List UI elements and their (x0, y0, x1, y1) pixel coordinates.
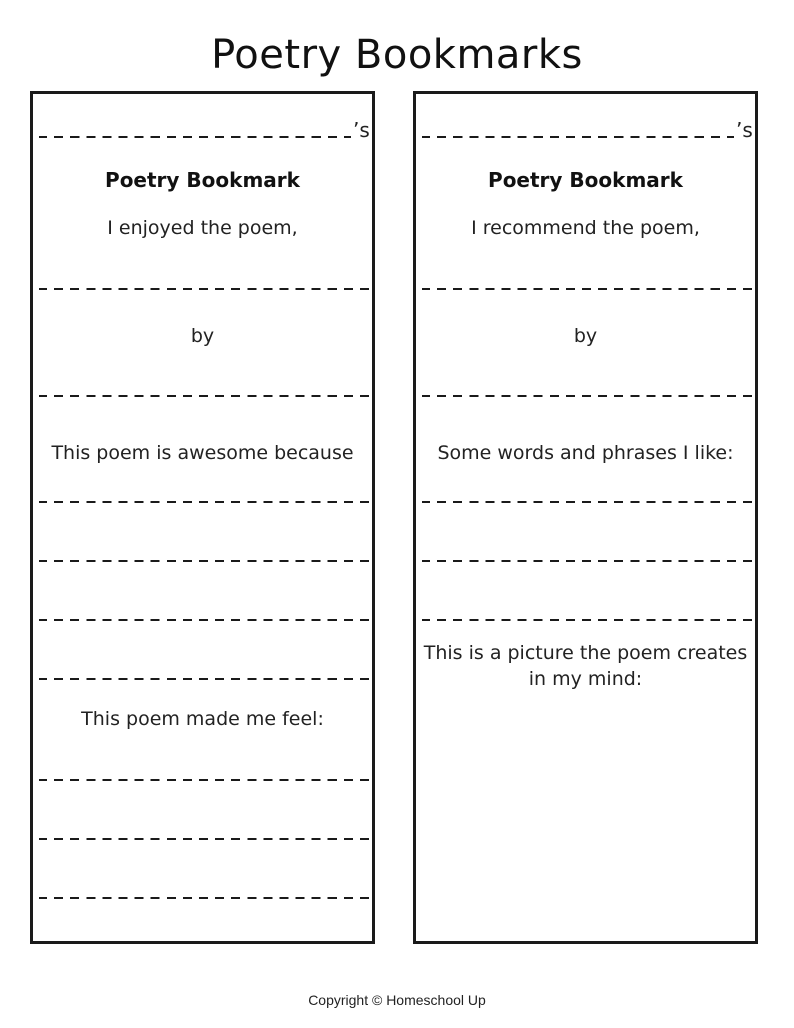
by-text: by (190, 325, 215, 347)
name-line[interactable] (39, 136, 351, 138)
answer-line[interactable] (422, 619, 752, 621)
prompt-awesome: This poem is awesome because (51, 442, 354, 464)
drawing-area[interactable] (422, 706, 752, 936)
poem-title-line[interactable] (39, 288, 369, 290)
copyright-notice: Copyright © Homeschool Up (308, 992, 486, 1008)
intro-text: I recommend the poem, (471, 217, 700, 239)
possessive-suffix: ’s (736, 118, 753, 142)
answer-line[interactable] (39, 897, 369, 899)
answer-line[interactable] (422, 560, 752, 562)
intro-text: I enjoyed the poem, (107, 217, 298, 239)
answer-line[interactable] (422, 501, 752, 503)
answer-line[interactable] (39, 501, 369, 503)
answer-line[interactable] (39, 619, 369, 621)
poem-title-line[interactable] (422, 288, 752, 290)
prompt-picture: This is a picture the poem creates in my mind: (423, 642, 748, 690)
answer-line[interactable] (39, 678, 369, 680)
answer-line[interactable] (39, 560, 369, 562)
bookmark-heading: Poetry Bookmark (105, 168, 300, 192)
bookmark-heading: Poetry Bookmark (488, 168, 683, 192)
possessive-suffix: ’s (353, 118, 370, 142)
page-title: Poetry Bookmarks (211, 32, 583, 78)
author-line[interactable] (422, 395, 752, 397)
prompt-feel: This poem made me feel: (81, 708, 324, 730)
answer-line[interactable] (39, 838, 369, 840)
by-text: by (573, 325, 598, 347)
author-line[interactable] (39, 395, 369, 397)
bookmark-recommend (413, 91, 758, 944)
answer-line[interactable] (39, 779, 369, 781)
prompt-words: Some words and phrases I like: (437, 442, 734, 464)
name-line[interactable] (422, 136, 734, 138)
bookmark-enjoyed (30, 91, 375, 944)
